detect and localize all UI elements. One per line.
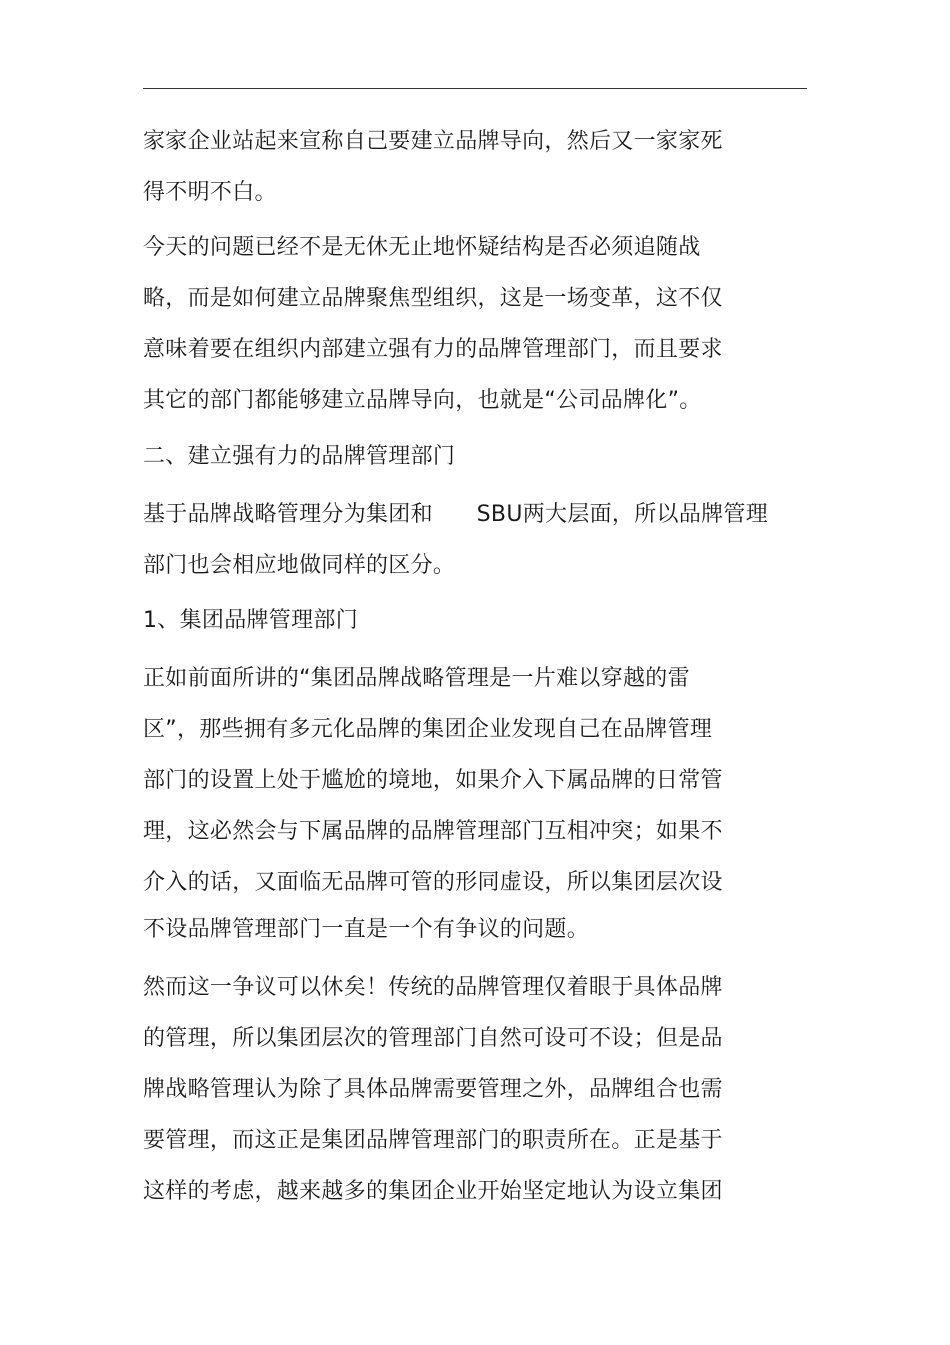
text-line: 理，这必然会与下属品牌的品牌管理部门互相冲突；如果不 bbox=[143, 819, 723, 844]
text-line: 正如前面所讲的“集团品牌战略管理是一片难以穿越的雷 bbox=[143, 666, 690, 691]
text-line: 区”，那些拥有多元化品牌的集团企业发现自己在品牌管理 bbox=[143, 717, 713, 742]
header-rule bbox=[143, 88, 807, 89]
subsection-heading: 1、集团品牌管理部门 bbox=[143, 608, 358, 633]
text-line: 部门也会相应地做同样的区分。 bbox=[143, 553, 456, 578]
text-line: 介入的话，又面临无品牌可管的形同虚设，所以集团层次设 bbox=[143, 870, 723, 895]
section-heading: 二、建立强有力的品牌管理部门 bbox=[143, 444, 456, 469]
text-line: 要管理，而这正是集团品牌管理部门的职责所在。正是基于 bbox=[143, 1128, 723, 1153]
text-line: 家家企业站起来宣称自己要建立品牌导向，然后又一家家死 bbox=[143, 129, 723, 154]
text-line: 的管理，所以集团层次的管理部门自然可设可不设；但是品 bbox=[143, 1026, 723, 1051]
text-line: 略，而是如何建立品牌聚焦型组织，这是一场变革，这不仅 bbox=[143, 286, 723, 311]
text-line: 牌战略管理认为除了具体品牌需要管理之外，品牌组合也需 bbox=[143, 1077, 723, 1102]
text-line: 部门的设置上处于尴尬的境地，如果介入下属品牌的日常管 bbox=[143, 768, 723, 793]
text-line: 得不明不白。 bbox=[143, 180, 277, 205]
text-line: 今天的问题已经不是无休无止地怀疑结构是否必须追随战 bbox=[143, 235, 701, 260]
text-line: 其它的部门都能够建立品牌导向，也就是“公司品牌化”。 bbox=[143, 388, 702, 413]
text-line: 然而这一争议可以休矣！传统的品牌管理仅着眼于具体品牌 bbox=[143, 975, 723, 1000]
text-line: 基于品牌战略管理分为集团和 SBU两大层面，所以品牌管理 bbox=[143, 502, 769, 527]
text-line: 不设品牌管理部门一直是一个有争议的问题。 bbox=[143, 917, 590, 942]
text-line: 这样的考虑，越来越多的集团企业开始坚定地认为设立集团 bbox=[143, 1179, 723, 1204]
text-line: 意味着要在组织内部建立强有力的品牌管理部门，而且要求 bbox=[143, 337, 723, 362]
